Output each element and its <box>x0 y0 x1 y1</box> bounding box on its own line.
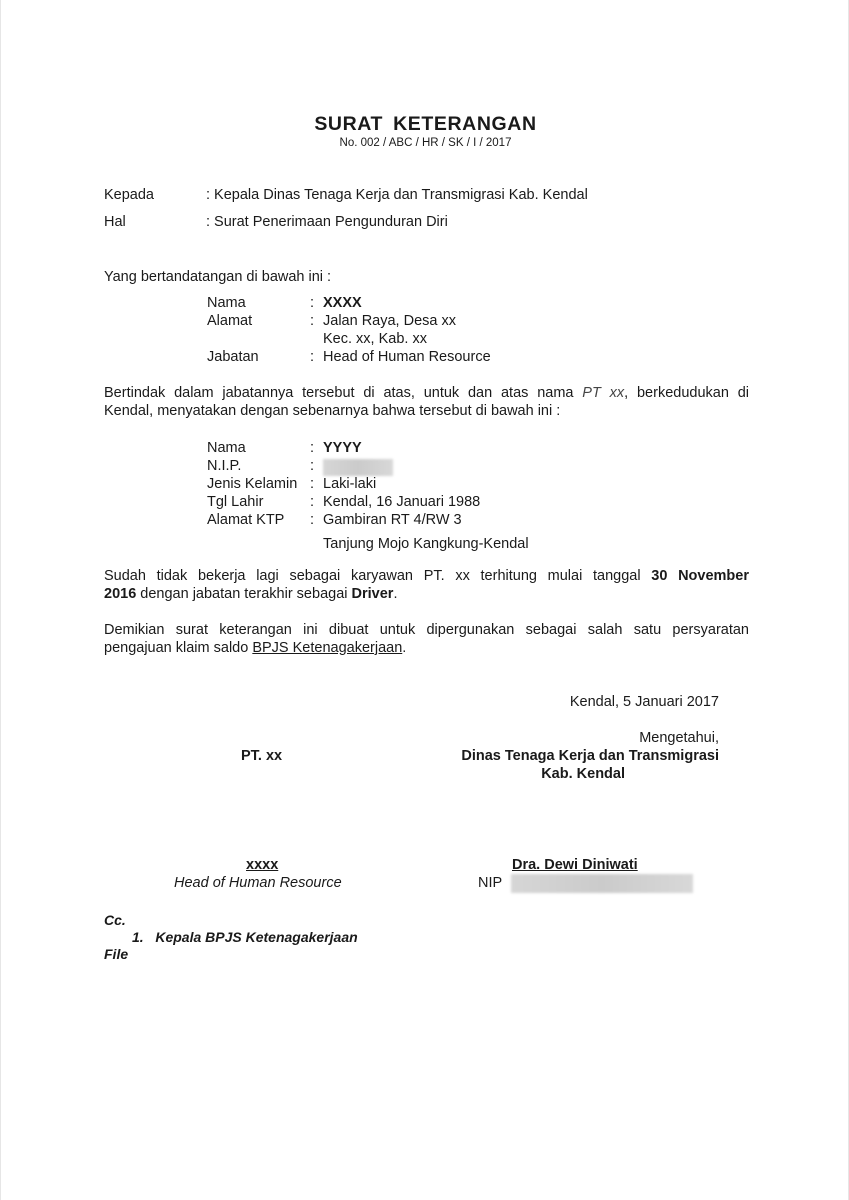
body3-bpjs: BPJS Ketenagakerjaan <box>252 640 403 656</box>
body1-text-a: Bertindak dalam jabatannya tersebut di atas, untuk dan atas nama <box>104 385 583 401</box>
right-signer-nip-redacted <box>511 874 693 893</box>
hal-value: : Surat Penerimaan Pengunduran Diri <box>206 214 448 230</box>
body2-date-part1: 30 November <box>651 568 750 584</box>
employee-birth-value: Kendal, 16 Januari 1988 <box>323 494 481 510</box>
employee-nama-value: YYYY <box>323 440 362 456</box>
employee-address-colon: : <box>310 512 315 528</box>
left-org: PT. xx <box>241 748 283 764</box>
employee-birth-colon: : <box>310 494 315 510</box>
kepada-label: Kepada <box>104 187 154 203</box>
cc-item-1: 1. Kepala BPJS Ketenagakerjaan <box>132 929 358 945</box>
signer-jabatan-colon: : <box>310 349 315 365</box>
body2-date-part2: 2016 <box>104 586 137 602</box>
place-date: Kendal, 5 Januari 2017 <box>569 694 719 710</box>
body2-line2 <box>104 586 397 602</box>
cc-label: Cc. <box>104 912 126 928</box>
left-signer-name: xxxx <box>246 857 279 873</box>
signer-nama-label: Nama <box>207 295 246 311</box>
signer-nama-value: XXXX <box>323 295 362 311</box>
employee-address-label: Alamat KTP <box>207 512 285 528</box>
right-org-line2: Kab. Kendal <box>541 766 625 782</box>
signer-nama-colon: : <box>310 295 315 311</box>
body3-line2 <box>104 640 406 656</box>
employee-nama-label: Nama <box>207 440 246 456</box>
hal-label: Hal <box>104 214 126 230</box>
signer-intro: Yang bertandatangan di bawah ini : <box>104 269 332 285</box>
body3-text-a: pengajuan klaim saldo <box>104 640 253 656</box>
employee-address-line2: Tanjung Mojo Kangkung-Kendal <box>323 536 529 552</box>
right-signer-nip-label: NIP <box>478 875 503 891</box>
employee-nip-redacted <box>323 459 393 476</box>
body1-line2: Kendal, menyatakan dengan sebenarnya bahwa tersebut di bawah ini : <box>104 403 561 419</box>
signer-alamat-colon: : <box>310 313 315 329</box>
employee-nip-label: N.I.P. <box>207 458 242 474</box>
body2-text-b: dengan jabatan terakhir sebagai <box>136 586 352 602</box>
body2-text-a: Sudah tidak bekerja lagi sebagai karyawan PT. xx terhitung mulai tanggal <box>104 568 652 584</box>
body1-text-b: , berkedudukan di <box>624 385 749 401</box>
signer-jabatan-label: Jabatan <box>207 349 259 365</box>
employee-birth-label: Tgl Lahir <box>207 494 264 510</box>
body1-line1 <box>104 385 749 401</box>
employee-gender-value: Laki-laki <box>323 476 377 492</box>
signer-alamat-line2: Kec. xx, Kab. xx <box>323 331 427 347</box>
mengetahui: Mengetahui, <box>639 730 719 746</box>
document-number: No. 002 / ABC / HR / SK / I / 2017 <box>339 137 512 149</box>
body3-period: . <box>402 640 407 656</box>
document-title: SURAT KETERANGAN <box>314 113 537 135</box>
cc-file: File <box>104 946 129 962</box>
signer-jabatan-value: Head of Human Resource <box>323 349 491 365</box>
body3-line1: Demikian surat keterangan ini dibuat untuk dipergunakan sebagai salah satu persyaratan <box>104 622 749 638</box>
employee-address-line1: Gambiran RT 4/RW 3 <box>323 512 462 528</box>
signer-alamat-line1: Jalan Raya, Desa xx <box>323 313 456 329</box>
employee-nama-colon: : <box>310 440 315 456</box>
body2-line1 <box>104 568 749 584</box>
body2-position: Driver <box>351 586 394 602</box>
left-signer-title: Head of Human Resource <box>174 875 342 891</box>
employee-nip-colon: : <box>310 458 315 474</box>
body2-period: . <box>393 586 398 602</box>
right-signer-name: Dra. Dewi Diniwati <box>512 857 638 873</box>
signer-alamat-label: Alamat <box>207 313 253 329</box>
right-org-line1: Dinas Tenaga Kerja dan Transmigrasi <box>461 748 719 764</box>
employee-gender-colon: : <box>310 476 315 492</box>
employee-gender-label: Jenis Kelamin <box>207 476 298 492</box>
kepada-value: : Kepala Dinas Tenaga Kerja dan Transmigrasi Kab. Kendal <box>206 187 588 203</box>
body1-company: PT xx <box>582 385 625 401</box>
